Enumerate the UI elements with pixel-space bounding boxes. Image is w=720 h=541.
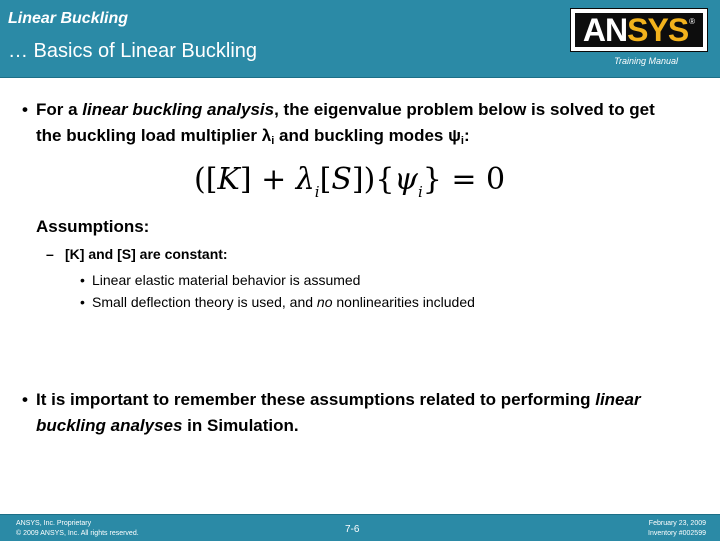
inventory-number: Inventory #002599: [648, 530, 706, 537]
logo-text-an: AN: [582, 11, 628, 48]
section-title: Linear Buckling: [8, 10, 129, 27]
logo-text-sys: SYS: [627, 11, 689, 48]
copyright-notice: © 2009 ANSYS, Inc. All rights reserved.: [16, 530, 139, 537]
training-manual-label: Training Manual: [614, 56, 678, 66]
constant-matrices-item: [46, 246, 228, 262]
dash-item-text: [K] and [S] are constant:: [65, 246, 228, 262]
sub-bullet-linear-elastic: [80, 272, 360, 288]
registered-mark: ®: [689, 17, 696, 26]
footer-meta: [648, 519, 706, 539]
assumptions-heading: Assumptions:: [36, 217, 150, 236]
bullet-dot: •: [22, 390, 28, 409]
footer-band: [0, 514, 720, 541]
eigenvalue-equation: $([K] + \lambda_i[S])\{\psi_i\} = 0$: [194, 162, 506, 201]
sub-bullet-small-deflection: [80, 294, 475, 310]
dash-marker: –: [46, 246, 54, 262]
bullet-text: For a linear buckling analysis, the eigenvalue problem below is solved to get the buckling load multiplier $\lambda_i$ and buckling modes $\psi_i$:: [36, 100, 655, 147]
psi-symbol: ψ: [448, 126, 461, 145]
sub-bullet-text: Small deflection theory is used, and no nonlinearities included: [92, 294, 475, 310]
footer-date: February 23, 2009: [648, 520, 706, 527]
bullet-dot: •: [22, 100, 28, 119]
bullet-dot: •: [80, 272, 85, 288]
page-number: 7-6: [345, 524, 360, 535]
bullet-dot: •: [80, 294, 85, 310]
proprietary-notice: ANSYS, Inc. Proprietary: [16, 520, 92, 527]
lambda-symbol: λ: [261, 126, 272, 145]
sub-bullet-text: Linear elastic material behavior is assumed: [92, 272, 361, 288]
bullet-reminder: [22, 387, 702, 439]
bullet-text: It is important to remember these assumptions related to performing linear buckling analyses in Simulation.: [36, 390, 641, 435]
slide-title: … Basics of Linear Buckling: [8, 40, 258, 62]
footer-copyright: [16, 519, 139, 539]
bullet-eigenvalue: [22, 97, 682, 154]
